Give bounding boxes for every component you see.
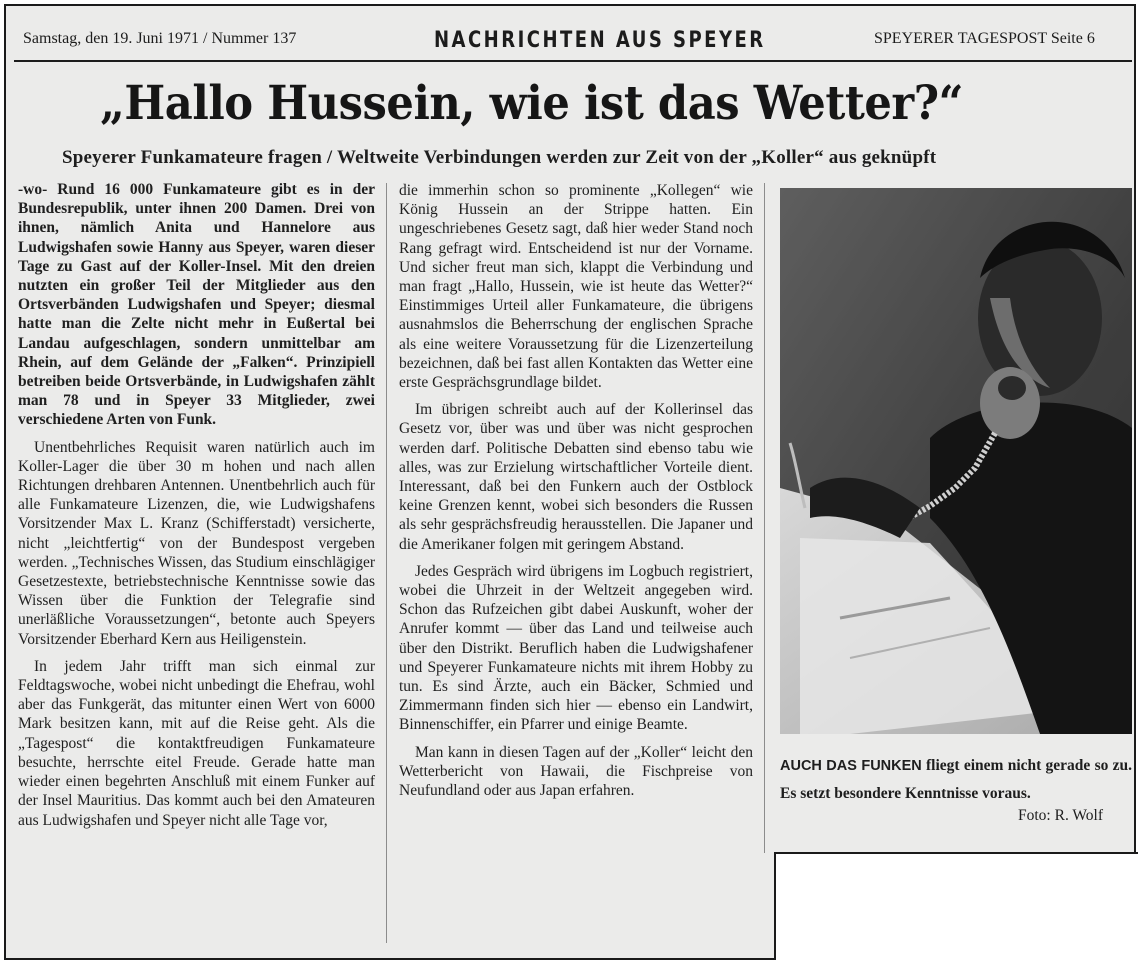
caption-lead: AUCH DAS FUNKEN [780, 758, 922, 774]
paragraph: -wo- Rund 16 000 Funkamateure gibt es in der Bundesrepublik, unter ihnen 200 Damen. Drei von ihnen, nämlich Anita und Hannelore aus Ludwigshafen sowie Hanny aus Speyer, waren dieser Tage zu Gast auf der Koller-Insel. Mit den dreien nutzten ein großer Teil der Mitglieder aus den Ortsverbänden Ludwigshafen und Speyer; diesmal hatte man die Zelte nicht mehr in Eußertal bei Landau aufgeschlagen, sondern unmittelbar am Rhein, auf dem Gelände der „Falken“. Prinzipiell betreiben beide Ortsverbände, in Ludwigshafen zählt man 78 und in Speyer 33 Mitglieder, zwei verschiedene Arten von Funk. [18, 181, 375, 429]
masthead-rule [14, 60, 1132, 62]
article-column-1 [18, 180, 375, 838]
column-divider [764, 183, 765, 853]
paragraph: die immerhin schon so prominente „Kollegen“ wie König Hussein an der Strippe hatten. Ein ungeschriebenes Gesetz sagt, daß hier weder Stand noch Rang gefragt wird. Entscheidend ist nur der Vorname. Und sicher freut man sich, klappt die Verbindung und man fragt „Hallo, Hussein, wie ist heute das Wetter?“ Einstimmiges Urteil aller Funkamateure, die übrigens ausnahmslos die Beherrschung der englischen Sprache als eine weitere Voraussetzung für die Lizenzerteilung bezeichnen, daß bei fast allen Kontakten das Wetter eine erste Gesprächsgrundlage bildet. [399, 182, 753, 392]
newspaper-page-label: SPEYERER TAGESPOST Seite 6 [874, 30, 1095, 47]
paragraph: Jedes Gespräch wird übrigens im Logbuch registriert, wobei die Uhrzeit in der Weltzeit angegeben wird. Schon das Rufzeichen gibt dabei Auskunft, woher der Anrufer kommt — über das Land und teilweise auch über den Distrikt. Beruflich haben die Ludwigshafener und Speyerer Funkamateure nichts mit ihrem Hobby zu tun. Es sind Ärzte, auch ein Bäcker, Schmied und Zimmermann finden sich hier — ebenso ein Landwirt, Binnenschiffer, ein Pfarrer und einige Beamte. [399, 562, 753, 734]
subheadline: Speyerer Funkamateure fragen / Weltweite Verbindungen werden zur Zeit von der „Koller“ aus geknüpft [62, 147, 937, 168]
paragraph: Unentbehrliches Requisit waren natürlich auch im Koller-Lager die über 30 m hohen und nach allen Richtungen drehbaren Antennen. Unentbehrlich auch für alle Funkamateure Lizenzen, die, wie Ludwigshafens Vorsitzender Max L. Kranz (Schifferstadt) versicherte, nicht „leichtfertig“ von der Bundespost vergeben werden. „Technisches Wissen, das Studium einschlägiger Gesetzestexte, betriebstechnische Kenntnisse sowie das Wissen über die Funktion der Telegrafie sind unerläßliche Voraussetzungen“, betonte auch Speyers Vorsitzender Eberhard Kern aus Heiligenstein. [18, 438, 375, 648]
radio-operator-photo [780, 188, 1132, 734]
caption-text: fliegt einem nicht gerade so zu. Es setzt besondere Kenntnisse voraus. [780, 757, 1132, 802]
paragraph: Im übrigen schreibt auch auf der Kollerinsel das Gesetz vor, über was und über was nicht gesprochen werden darf. Politische Debatten sind ebenso tabu wie alles, was zur Erzielung wirtschaftlicher Vorteile dient. Interessant, daß bei den Funkern auch der Ostblock keine Grenzen kennt, wobei sich besonders die Russen als sehr gesprächsfreudig herausstellen. Die Japaner und die Amerikaner folgen mit geringem Abstand. [399, 401, 753, 553]
section-title: NACHRICHTEN AUS SPEYER [434, 28, 766, 53]
column-divider [386, 183, 387, 943]
paragraph: In jedem Jahr trifft man sich einmal zur Feldtagswoche, wobei nicht unbedingt die Ehefrau, wohl aber das Funkgerät, das mitunter einen Wert von 6000 Mark besitzen kann, mit auf die Reise geht. Als die „Tagespost“ die kontaktfreudigen Funkamateure besuchte, herrschte eitel Freude. Gerade hatte man wieder einen begehrten Anschluß mit einem Funker auf der Insel Mauritius. Das kommt auch bei den Amateuren aus Ludwigshafen und Speyer nicht alle Tage vor, [18, 657, 375, 829]
photo-credit: Foto: R. Wolf [1018, 807, 1104, 824]
photo-caption [780, 752, 1132, 807]
masthead [14, 26, 1134, 60]
headline: „Hallo Hussein, wie ist das Wetter?“ [100, 76, 964, 131]
paragraph: Man kann in diesen Tagen auf der „Koller“ leicht den Wetterbericht von Hawaii, die Fischpreise von Neufundland oder aus Japan erfahren. [399, 743, 753, 800]
blank-corner [774, 852, 1138, 960]
article-column-2 [399, 181, 753, 808]
issue-date: Samstag, den 19. Juni 1971 / Nummer 137 [23, 30, 297, 47]
